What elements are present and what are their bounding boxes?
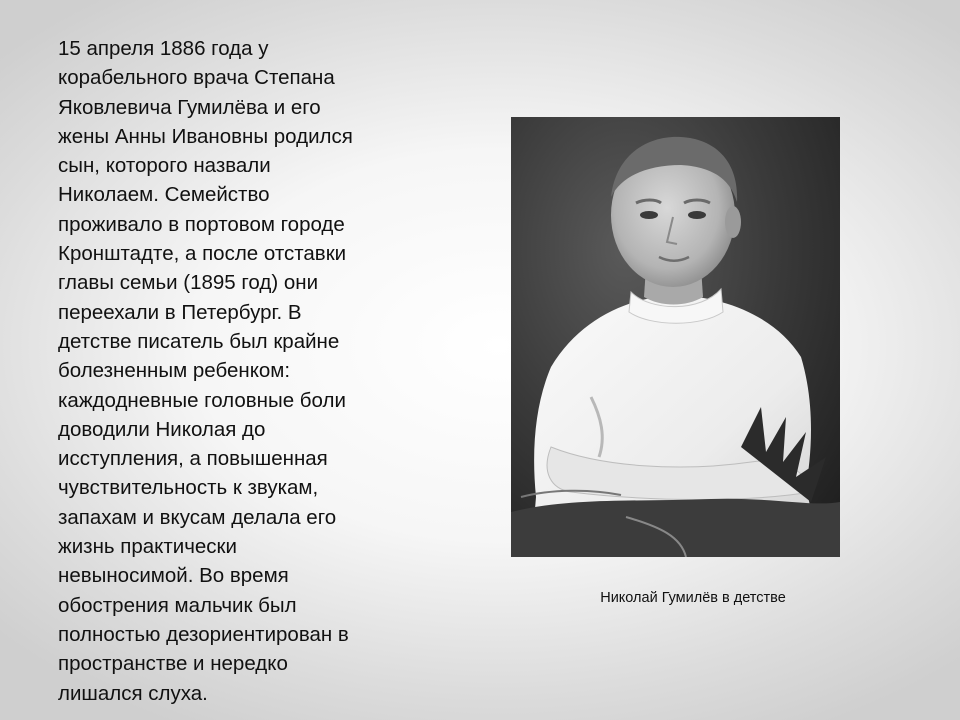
biography-paragraph: 15 апреля 1886 года у корабельного врача Степана Яковлевича Гумилёва и его жены Анны Ивановны родился сын, которого назвали Николаем. Семейство проживало в портовом городе Кронштадте, а после отставки главы семьи (1895 год) они переехали в Петербург. В детстве писатель был крайне болезненным ребенком: каждодневные головные боли доводили Николая до исступления, а повышенная чувствительность к звукам, запахам и вкусам делала его жизнь практически невыносимой. Во время обострения мальчик был полностью дезориентирован в пространстве и нередко лишался слуха.: [58, 37, 353, 705]
portrait-illustration: [511, 117, 840, 557]
portrait-photo: [511, 117, 840, 557]
photo-caption: Николай Гумилёв в детстве: [600, 590, 786, 606]
